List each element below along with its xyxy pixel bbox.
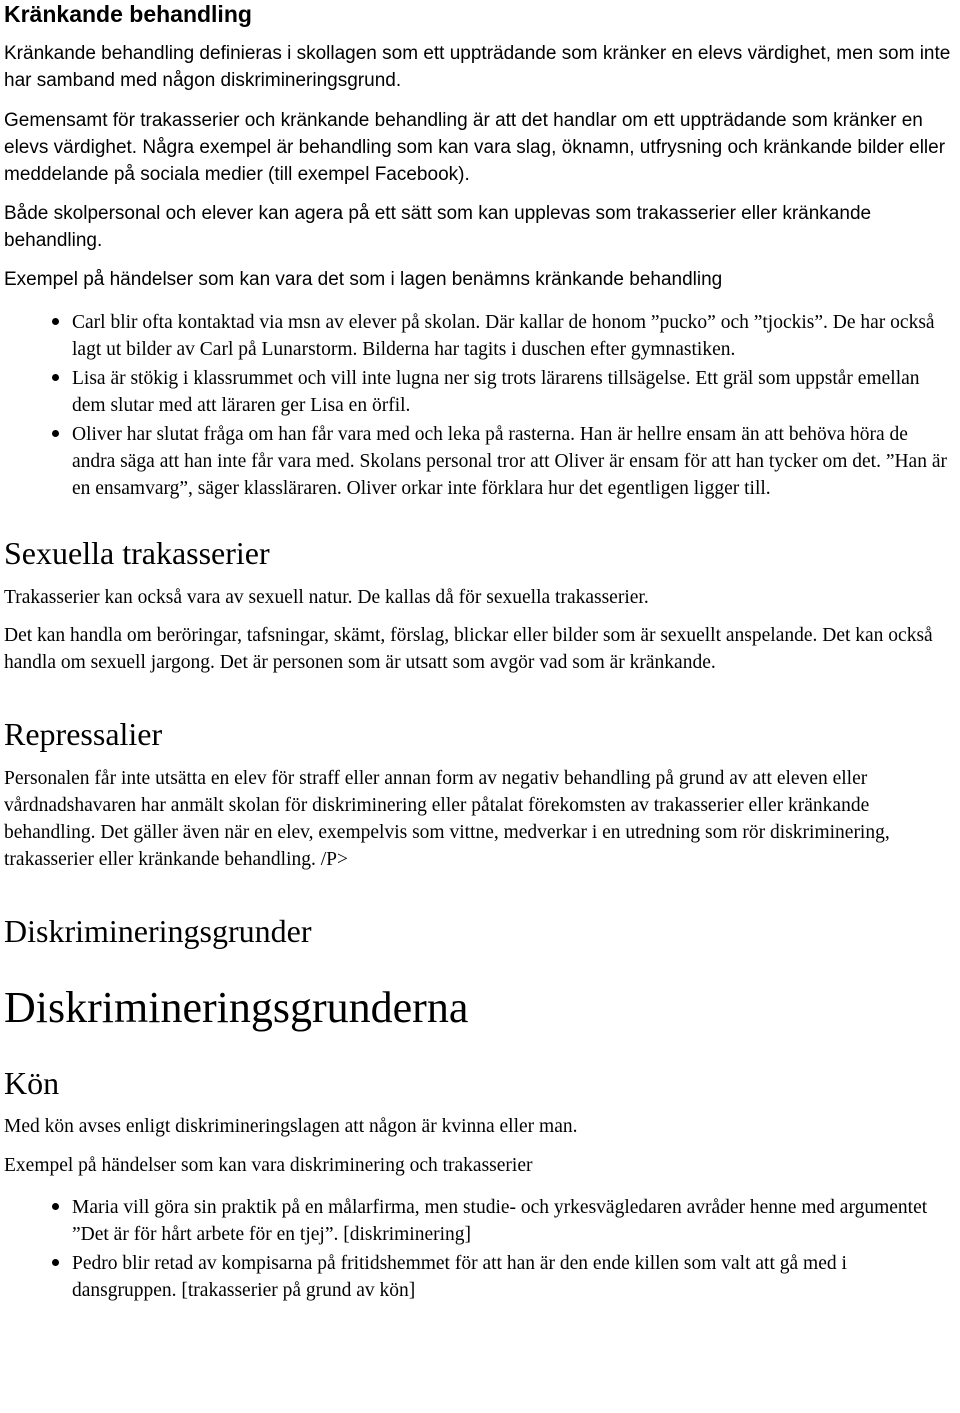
section-heading-sexuella: Sexuella trakasserier <box>4 535 270 571</box>
list-item: • Pedro blir retad av kompisarna på fritidshemmet för att han är den ende killen som valt att gå med i dansgruppen. [trakasserier på grund av kön] <box>72 1248 956 1304</box>
list-item: • Oliver har slutat fråga om han får vara med och leka på rasterna. Han är hellre ensam än att behöva höra de andra säga att han inte får vara med. Skolans personal tror att Oliver är ensam för att han tycker om det. ”Han är en ensamvarg”, säger klassläraren. Oliver orkar inte förklara hur det egentligen ligger till. <box>72 419 956 502</box>
section-heading-kon: Kön <box>4 1065 60 1101</box>
paragraph-kon-examples-intro: Exempel på händelser som kan vara diskriminering och trakasserier <box>4 1155 533 1176</box>
example-list-kon <box>4 1192 956 1304</box>
paragraph-definition: Kränkande behandling definieras i skollagen som ett uppträdande som kränker en elevs värdighet, men som inte har samband med någon diskrimineringsgrund. <box>4 43 951 91</box>
paragraph-common-part1: Gemensamt för trakasserier och kränkande behandling är att det handlar om ett uppträdande som kränker en elevs värdighet. <box>4 110 923 158</box>
section-heading-krankande: Kränkande behandling <box>4 1 252 27</box>
page-title-diskrimineringsgrunderna: Diskrimineringsgrunderna <box>4 983 469 1032</box>
paragraph-actors: Både skolpersonal och elever kan agera på ett sätt som kan upplevas som trakasserier eller kränkande behandling. <box>4 203 872 251</box>
paragraph-sexuella-detail: Det kan handla om beröringar, tafsningar, skämt, förslag, blickar eller bilder som är sexuellt anspelande. Det kan också handla om sexuell jargong. Det är personen som är utsatt som avgör vad som är kränkande. <box>4 625 933 673</box>
paragraph-common-part2: Några exempel är behandling som kan vara slag, öknamn, utfrysning och kränkande bilder eller meddelande på sociala medier (till exempel Facebook). <box>4 137 946 185</box>
paragraph-sexuella-intro: Trakasserier kan också vara av sexuell natur. De kallas då för sexuella trakasserier. <box>4 587 649 608</box>
paragraph-examples-intro: Exempel på händelser som kan vara det som i lagen benämns kränkande behandling <box>4 269 723 290</box>
section-heading-diskrimineringsgrunder: Diskrimineringsgrunder <box>4 913 312 949</box>
list-item: • Lisa är stökig i klassrummet och vill inte lugna ner sig trots lärarens tillsägelse. Ett gräl som uppstår emellan dem slutar med att läraren ger Lisa en örfil. <box>72 363 956 419</box>
list-item: • Maria vill göra sin praktik på en målarfirma, men studie- och yrkesvägledaren avråder henne med argumentet ”Det är för hårt arbete för en tjej”. [diskriminering] <box>72 1192 956 1248</box>
list-item: • Carl blir ofta kontaktad via msn av elever på skolan. Där kallar de honom ”pucko” och ”tjockis”. De har också lagt ut bilder av Carl på Lunarstorm. Bilderna har tagits i duschen efter gymnastiken. <box>72 307 956 363</box>
paragraph-common <box>4 107 956 188</box>
section-heading-repressalier: Repressalier <box>4 716 163 752</box>
paragraph-kon-definition: Med kön avses enligt diskrimineringslagen att någon är kvinna eller man. <box>4 1116 578 1137</box>
example-list-krankande <box>4 307 956 502</box>
paragraph-repressalier: Personalen får inte utsätta en elev för straff eller annan form av negativ behandling på grund av att eleven eller vårdnadshavaren har anmält skolan för diskriminering eller påtalat förekomsten av trakasserier eller kränkande behandling. Det gäller även när en elev, exempelvis som vittne, medverkar i en utredning som rör diskriminering, trakasserier eller kränkande behandling. /P> <box>4 768 890 870</box>
